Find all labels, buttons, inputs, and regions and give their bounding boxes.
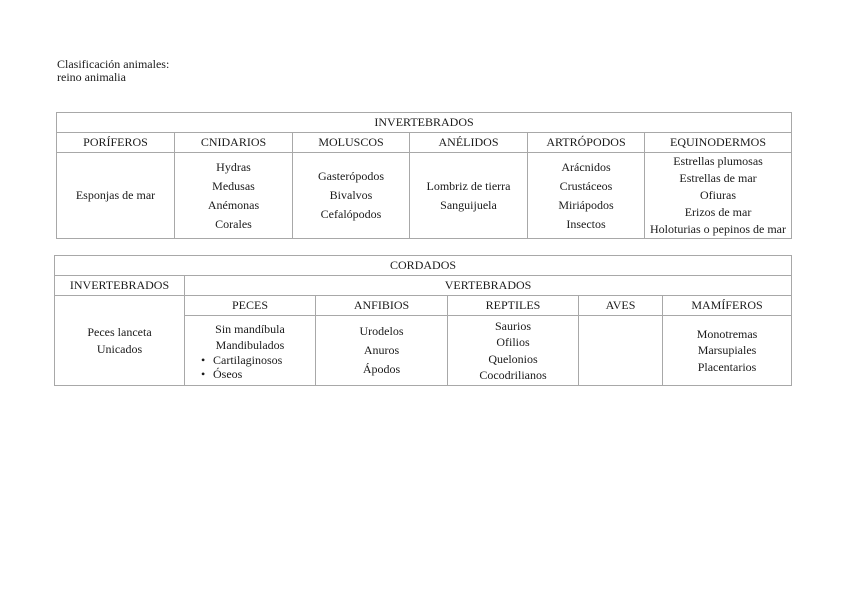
column-header-peces: PECES <box>185 296 316 316</box>
list-item: Placentarios <box>697 359 757 374</box>
cell-anelidos <box>410 153 528 239</box>
cell-artropodos <box>528 153 645 239</box>
cell-equinodermos <box>645 153 792 239</box>
list-item: Ofiuras <box>700 188 737 202</box>
cell-chordate-invertebrates <box>55 296 185 386</box>
list-item: Anuros <box>363 343 400 357</box>
list-item: Esponjas de mar <box>75 188 156 202</box>
list-item: Mandibulados <box>215 338 285 352</box>
list-item: Arácnidos <box>561 159 611 174</box>
list-item: Medusas <box>212 178 255 193</box>
list-item: Cefalópodos <box>320 207 382 221</box>
list-item: Ápodos <box>362 362 401 376</box>
cell-poriferos <box>57 153 175 239</box>
cell-moluscos <box>293 153 410 239</box>
cell-peces <box>185 316 316 386</box>
column-header-aves: AVES <box>579 296 663 316</box>
list-item: Monotremas <box>696 326 758 341</box>
cell-anfibios <box>316 316 448 386</box>
fish-sublist <box>187 353 313 381</box>
list-item: Gasterópodos <box>318 169 384 183</box>
column-header-mamiferos: MAMÍFEROS <box>663 296 792 316</box>
list-item: Sin mandíbula <box>215 322 285 336</box>
column-header-artropodos: ARTRÓPODOS <box>528 133 645 153</box>
list-item: Estrellas de mar <box>679 171 757 185</box>
list-item: Unicados <box>96 341 143 356</box>
column-header-moluscos: MOLUSCOS <box>293 133 410 153</box>
list-item: Quelonios <box>488 351 538 366</box>
column-header-anfibios: ANFIBIOS <box>316 296 448 316</box>
vertebrates-header: VERTEBRADOS <box>185 276 792 296</box>
list-item: Bivalvos <box>329 188 373 202</box>
list-item: • Cartilaginosos <box>213 353 313 367</box>
list-item: Crustáceos <box>559 178 613 193</box>
column-header-anelidos: ANÉLIDOS <box>410 133 528 153</box>
page-heading <box>57 58 169 84</box>
invertebrates-title: INVERTEBRADOS <box>57 113 792 133</box>
list-item: Sanguijuela <box>440 197 497 212</box>
list-item: Urodelos <box>359 324 404 338</box>
cell-aves <box>579 316 663 386</box>
chordates-invertebrates-header: INVERTEBRADOS <box>55 276 185 296</box>
list-item: Lombriz de tierra <box>426 178 511 193</box>
cell-mamiferos <box>663 316 792 386</box>
list-item: Saurios <box>495 318 531 333</box>
list-item: Hydras <box>216 159 251 174</box>
column-header-cnidarios: CNIDARIOS <box>175 133 293 153</box>
column-header-equinodermos: EQUINODERMOS <box>645 133 792 153</box>
list-item: Miriápodos <box>558 197 614 212</box>
list-item: Holoturias o pepinos de mar <box>650 222 786 236</box>
heading-line-1: Clasificación animales: <box>57 57 170 71</box>
list-item: Estrellas plumosas <box>673 154 763 168</box>
column-header-reptiles: REPTILES <box>448 296 579 316</box>
list-item: Marsupiales <box>697 343 757 358</box>
list-item: Cocodrilianos <box>479 368 547 382</box>
cell-reptiles <box>448 316 579 386</box>
list-item: Peces lanceta <box>87 325 152 339</box>
heading-line-2: reino animalia <box>57 70 126 84</box>
list-item: Corales <box>215 216 252 231</box>
list-item: Anémonas <box>207 197 260 212</box>
cell-cnidarios <box>175 153 293 239</box>
list-item: Ofilios <box>496 335 530 349</box>
chordates-title: CORDADOS <box>55 256 792 276</box>
column-header-poriferos: PORÍFEROS <box>57 133 175 153</box>
chordates-table <box>54 255 792 386</box>
list-item: • Óseos <box>213 367 313 381</box>
list-item: Erizos de mar <box>684 205 752 219</box>
list-item: Insectos <box>566 216 606 231</box>
invertebrates-table <box>56 112 792 239</box>
